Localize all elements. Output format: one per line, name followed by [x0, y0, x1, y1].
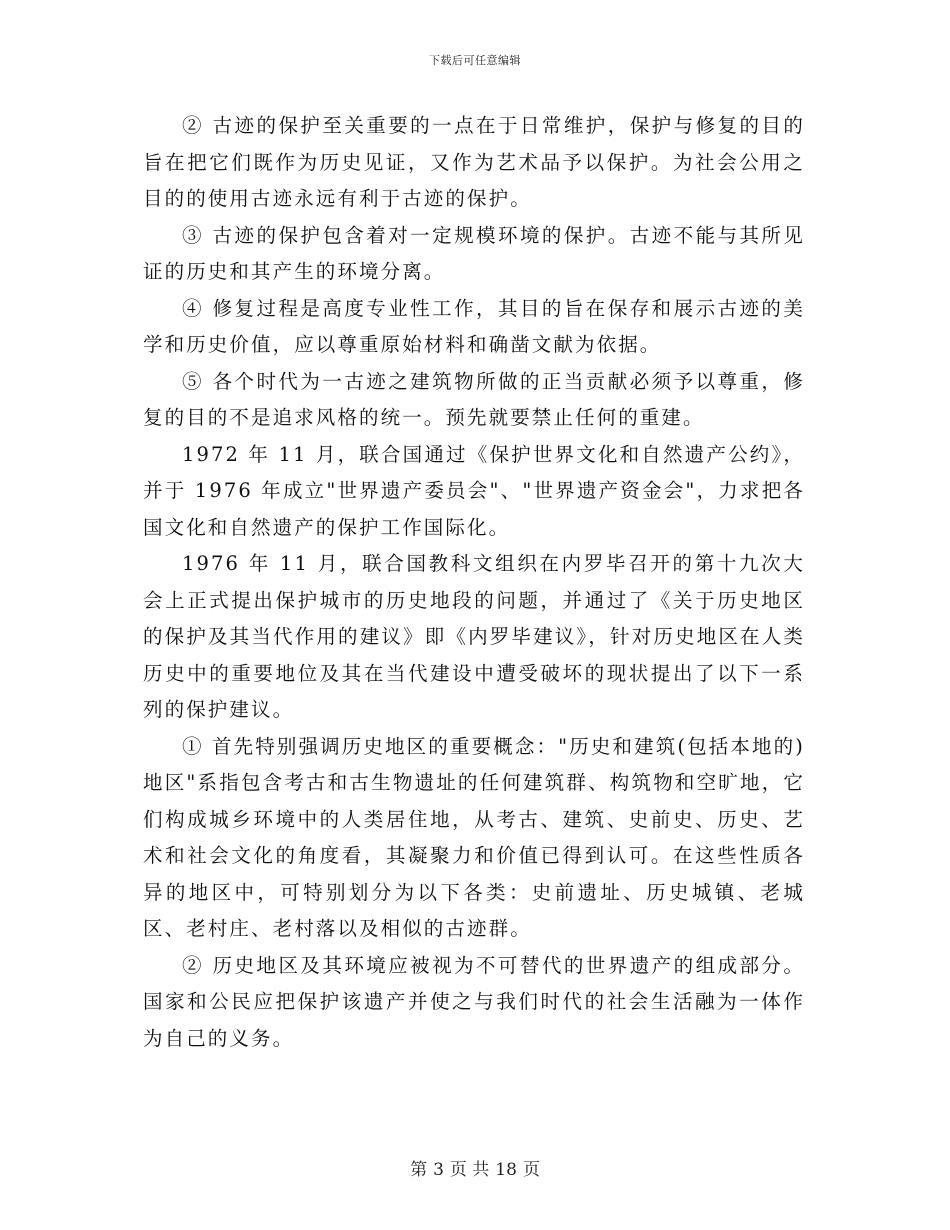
footer-prefix: 第	[410, 1160, 428, 1180]
current-page-number: 3	[433, 1160, 444, 1180]
page-footer	[0, 1155, 950, 1180]
footer-middle: 页 共	[449, 1160, 490, 1180]
paragraph-4: ⑤ 各个时代为一古迹之建筑物所做的正当贡献必须予以尊重，修复的目的不是追求风格的统一。预先就要禁止任何的重建。	[143, 369, 805, 429]
paragraph-2: ③ 古迹的保护包含着对一定规模环境的保护。古迹不能与其所见证的历史和其产生的环境分离。	[143, 223, 805, 283]
paragraph-7: ① 首先特别强调历史地区的重要概念："历史和建筑(包括本地的)地区"系指包含考古和古生物遗址的任何建筑群、构筑物和空旷地，它们构成城乡环境中的人类居住地，从考古、建筑、史前史、历史、艺术和社会文化的角度看，其凝聚力和价值已得到认可。在这些性质各异的地区中，可特别划分为以下各类：史前遗址、历史城镇、老城区、老村庄、老村落以及相似的古迹群。	[143, 734, 805, 940]
paragraph-6: 1976 年 11 月，联合国教科文组织在内罗毕召开的第十九次大会上正式提出保护城市的历史地段的问题，并通过了《关于历史地区的保护及其当代作用的建议》即《内罗毕建议》，针对历史地区在人类历史中的重要地位及其在当代建设中遭受破坏的现状提出了以下一系列的保护建议。	[143, 552, 805, 721]
body-text	[143, 108, 805, 1057]
paragraph-1: ② 古迹的保护至关重要的一点在于日常维护，保护与修复的目的旨在把它们既作为历史见证，又作为艺术品予以保护。为社会公用之目的的使用古迹永远有利于古迹的保护。	[143, 114, 805, 210]
page-header: 下载后可任意编辑	[429, 54, 521, 67]
paragraph-5: 1972 年 11 月，联合国通过《保护世界文化和自然遗产公约》，并于 1976 年成立"世界遗产委员会"、"世界遗产资金会"，力求把各国文化和自然遗产的保护工作国际化。	[143, 442, 805, 539]
total-page-count: 18	[495, 1160, 517, 1180]
paragraph-8: ② 历史地区及其环境应被视为不可替代的世界遗产的组成部分。国家和公民应把保护该遗产并使之与我们时代的社会生活融为一体作为自己的义务。	[143, 953, 805, 1050]
footer-suffix: 页	[522, 1160, 540, 1180]
paragraph-3: ④ 修复过程是高度专业性工作，其目的旨在保存和展示古迹的美学和历史价值，应以尊重原始材料和确凿文献为依据。	[143, 296, 805, 356]
